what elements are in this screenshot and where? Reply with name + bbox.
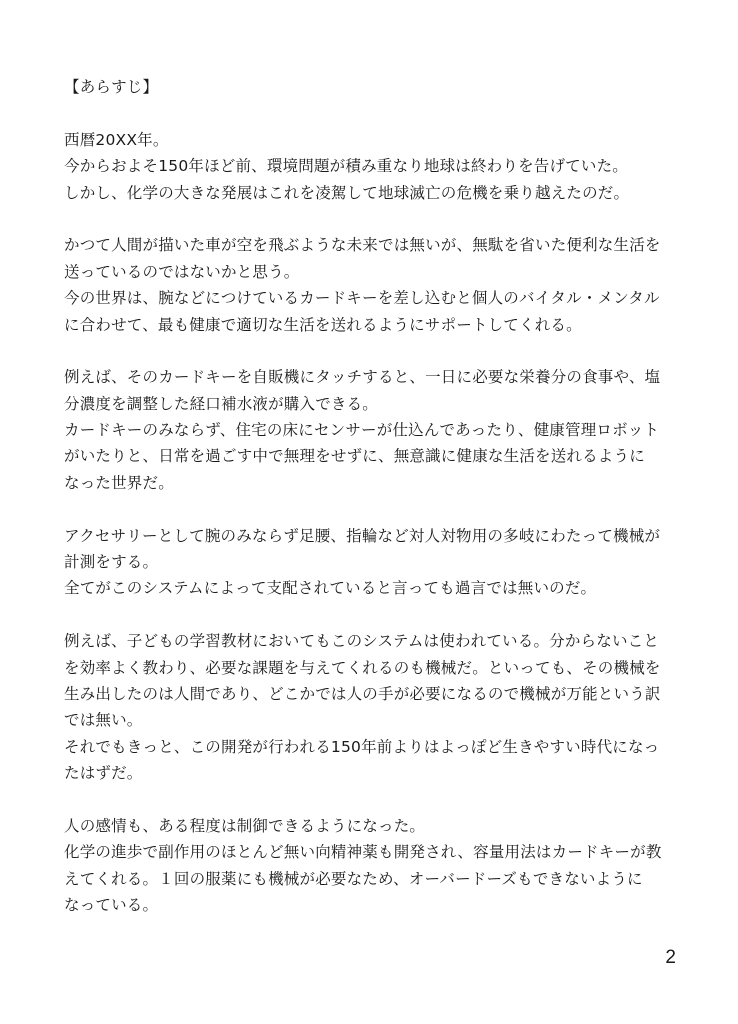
text-line: しかし、化学の大きな発展はこれを凌駕して地球滅亡の危機を乗り越えたのだ。 xyxy=(64,183,630,202)
text-line: かつて人間が描いた車が空を飛ぶような未来では無いが、無駄を省いた便利な生活を xyxy=(64,236,661,255)
text-line: では無い。 xyxy=(64,711,143,730)
text-line: 人の感情も、ある程度は制御できるようになった。 xyxy=(64,816,426,835)
text-line: えてくれる。１回の服薬にも機械が必要なため、オーバードーズもできないように xyxy=(64,869,643,888)
page-number: 2 xyxy=(665,947,676,968)
text-line: に合わせて、最も健康で適切な生活を送れるようにサポートしてくれる。 xyxy=(64,315,582,334)
text-line: なっている。 xyxy=(64,896,159,915)
section-heading: 【あらすじ】 xyxy=(64,78,159,96)
text-line: 分濃度を調整した経口補水液が購入できる。 xyxy=(64,394,379,413)
paragraph-gap xyxy=(64,206,676,232)
text-line: なった世界だ。 xyxy=(64,473,174,492)
text-line: 今からおよそ150年ほど前、環境問題が積み重なり地球は終わりを告げていた。 xyxy=(64,157,628,176)
text-line: 例えば、そのカードキーを自販機にタッチすると、一日に必要な栄養分の食事や、塩 xyxy=(64,368,661,387)
text-line: 生み出したのは人間であり、どこかでは人の手が必要になるので機械が万能という訳 xyxy=(64,684,661,703)
text-line: を効率よく教わり、必要な課題を与えてくれるのも機械だ。といっても、その機械を xyxy=(64,658,661,677)
text-line: カードキーのみならず、住宅の床にセンサーが仕込んであったり、健康管理ロボット xyxy=(64,421,660,440)
text-line: 送っているのではないかと思う。 xyxy=(64,262,300,281)
text-line: 西暦20XX年。 xyxy=(64,130,169,149)
paragraph-gap xyxy=(64,100,676,126)
paragraph-gap xyxy=(64,338,676,364)
paragraph-gap xyxy=(64,787,676,813)
text-line: 計測をする。 xyxy=(64,553,159,572)
text-line: 例えば、子どもの学習教材においてもこのシステムは使われている。分からないこと xyxy=(64,632,660,651)
text-line: アクセサリーとして腕のみならず足腰、指輪など対人対物用の多岐にわたって機械が xyxy=(64,526,661,545)
text-line: 全てがこのシステムによって支配されていると言っても過言では無いのだ。 xyxy=(64,579,597,598)
text-line: たはずだ。 xyxy=(64,764,143,783)
text-line: それでもきっと、この開発が行われる150年前よりはよっぽど生きやすい時代になっ xyxy=(64,737,660,756)
paragraph-gap xyxy=(64,602,676,628)
text-line: 化学の進歩で副作用のほとんど無い向精神薬も開発され、容量用法はカードキーが教 xyxy=(64,843,662,862)
body-text xyxy=(64,74,676,919)
paragraph-gap xyxy=(64,496,676,522)
text-line: がいたりと、日常を過ごす中で無理をせずに、無意識に健康な生活を送れるように xyxy=(64,447,645,466)
text-line: 今の世界は、腕などにつけているカードキーを差し込むと個人のバイタル・メンタル xyxy=(64,289,660,308)
